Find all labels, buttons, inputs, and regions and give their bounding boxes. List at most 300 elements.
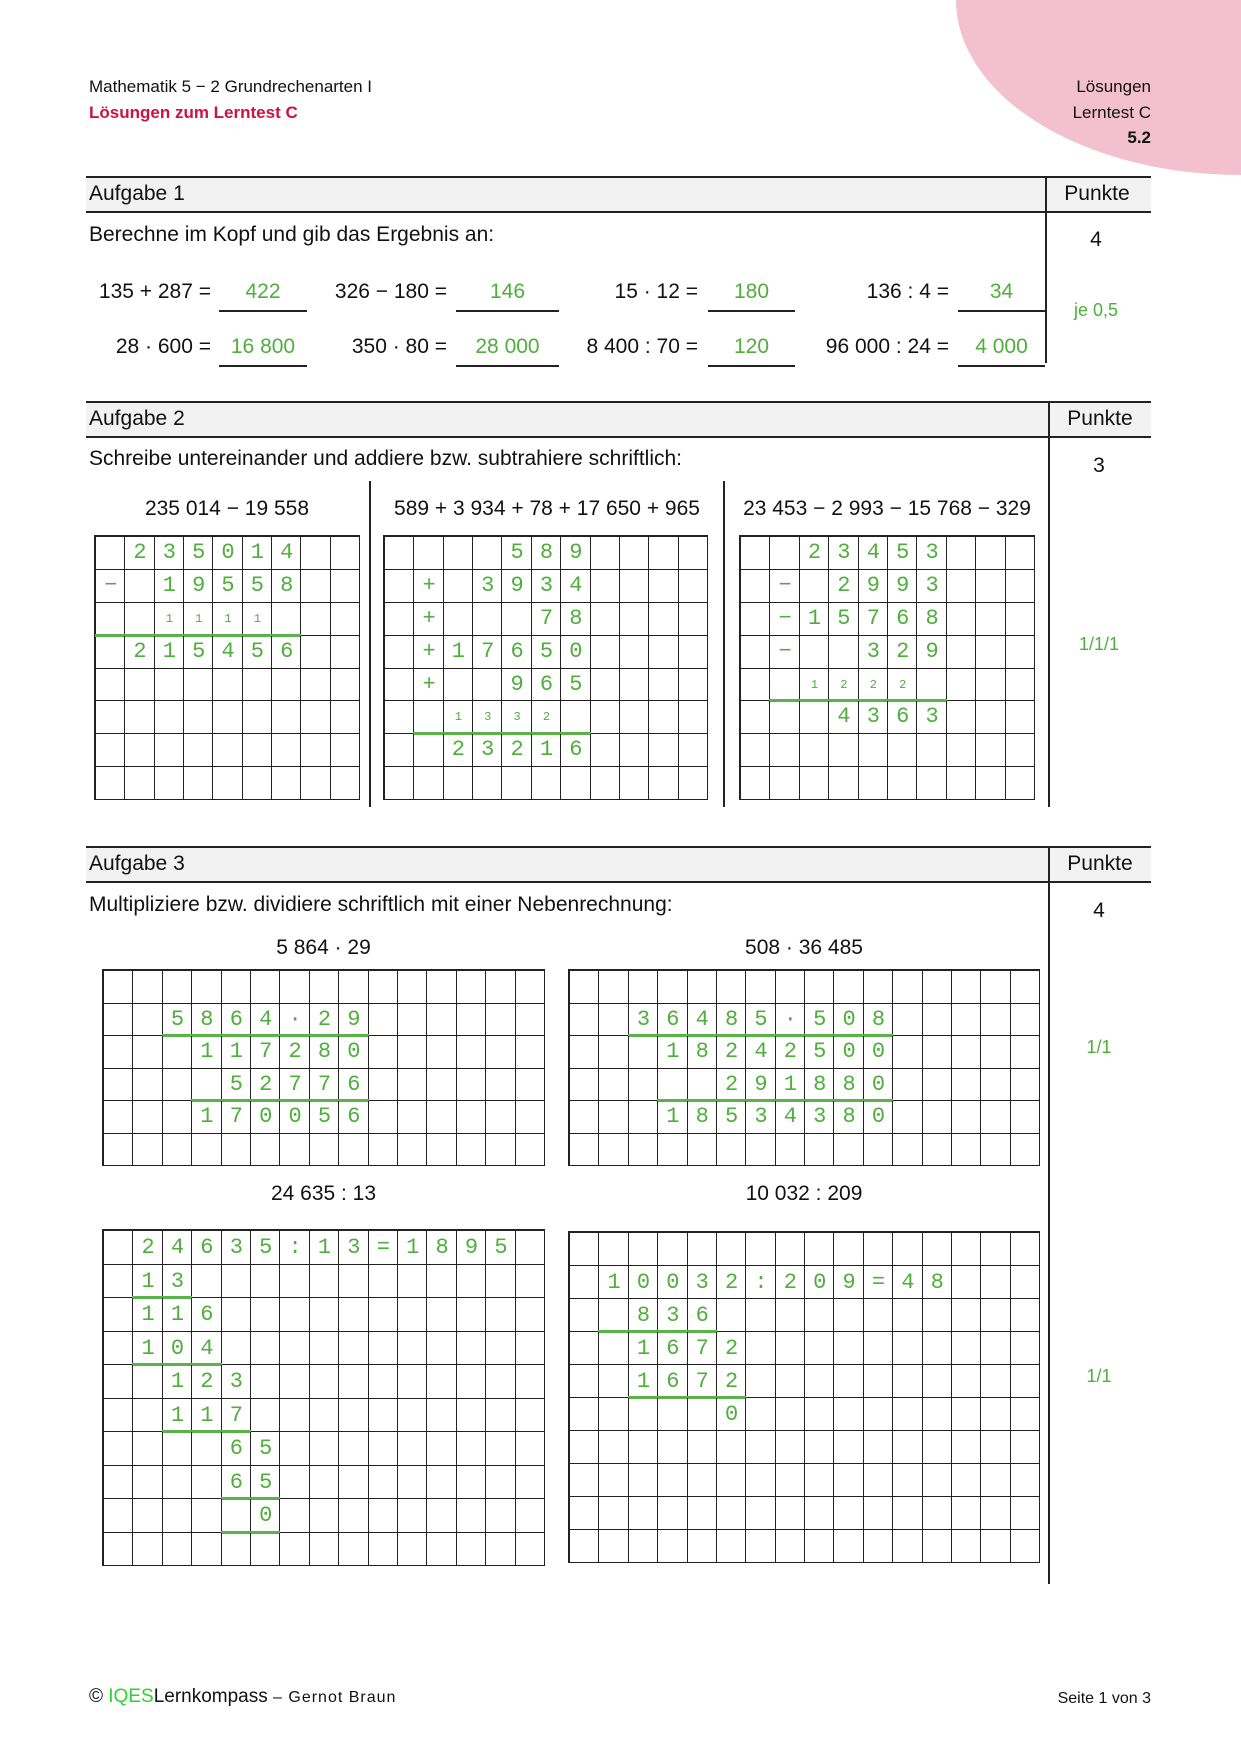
grid-cell [893,1332,922,1365]
grid-cell [629,1233,658,1266]
grid-cell [310,1332,339,1366]
equation-answer: 4 000 [958,335,1045,367]
task3-problem-label: 10 032 : 209 [745,1182,863,1205]
grid-cell [620,767,649,800]
equation-answer: 180 [708,280,795,312]
grid-cell [923,1398,952,1431]
calculation-row: 117280 [112,1039,377,1064]
grid-cell [770,767,799,800]
grid-cell [398,1533,427,1567]
grid-cell [516,1365,545,1399]
grid-cell [570,1233,599,1266]
grid-cell [1011,1233,1040,1266]
grid-cell [599,1134,628,1167]
grid-cell [339,1399,368,1433]
grid-cell [427,1432,456,1466]
grid-cell [457,1004,486,1037]
grid-cell [301,767,330,800]
grid-cell [776,1332,805,1365]
task3-problem-label: 24 635 : 13 [270,1182,377,1205]
grid-cell [473,767,502,800]
calculation-row: 0 [578,1402,755,1427]
grid-cell [952,1299,981,1332]
grid-cell [805,1497,834,1530]
grid-cell [805,971,834,1004]
carry-digits-row: 1111 [107,611,372,626]
grid-cell [1011,1497,1040,1530]
grid-cell [981,1101,1010,1134]
grid-cell [516,971,545,1004]
grid-cell [834,1464,863,1497]
calculation-row: 65 [112,1436,289,1461]
task2-column-divider [369,481,371,807]
grid-cell [427,1265,456,1299]
grid-cell [272,767,301,800]
grid-cell [805,1464,834,1497]
grid-cell [981,1004,1010,1037]
grid-cell [96,669,125,702]
grid-cell [805,1332,834,1365]
grid-cell [923,1464,952,1497]
grid-cell [1011,1036,1040,1069]
grid-cell [829,734,858,767]
carry-digits-row: 1222 [752,677,1047,692]
grid-cell [251,1134,280,1167]
grid-cell [864,1332,893,1365]
footer-brand [89,1686,396,1708]
grid-cell [486,971,515,1004]
carry-digits-row: 1332 [396,710,720,725]
grid-cell [457,1332,486,1366]
grid-cell [864,971,893,1004]
grid-cell [923,1134,952,1167]
grid-cell [570,1530,599,1563]
grid-cell [923,1530,952,1563]
grid-cell [427,1036,456,1069]
grid-cell [717,1530,746,1563]
grid-cell [457,1298,486,1332]
calculation-row: +17650 [393,638,717,664]
grid-cell [591,767,620,800]
grid-cell [339,1298,368,1332]
grid-cell [805,1431,834,1464]
grid-cell [486,1432,515,1466]
task3-points-header: Punkte [1067,852,1133,875]
calculation-row: + 3934 [393,572,717,598]
grid-cell [746,1497,775,1530]
grid-cell [184,734,213,767]
equation-expression: 350 · 80 = [351,335,447,358]
grid-cell [629,1431,658,1464]
grid-cell [516,1332,545,1366]
grid-cell [213,734,242,767]
grid-cell [952,1365,981,1398]
equation-expression: 96 000 : 24 = [825,335,949,358]
grid-cell [398,1432,427,1466]
grid-cell [658,1497,687,1530]
grid-cell [776,971,805,1004]
grid-cell [155,734,184,767]
grid-cell [516,1533,545,1567]
grid-cell [570,1497,599,1530]
grid-cell [280,1298,309,1332]
grid-cell [952,1398,981,1431]
grid-cell [516,1432,545,1466]
calculation-row: 65 [112,1469,289,1495]
grid-cell [893,971,922,1004]
grid-cell [923,1431,952,1464]
grid-cell [864,1134,893,1167]
grid-cell [981,1266,1010,1299]
grid-cell [163,1134,192,1167]
calculation-row: 13 [112,1268,201,1294]
task3-problem-label: 5 864 · 29 [276,936,371,959]
grid-cell [414,767,443,800]
equation-answer: 28 000 [456,335,559,367]
grid-cell [1006,734,1035,767]
grid-cell [369,1499,398,1533]
grid-cell [163,1533,192,1567]
grid-cell [398,971,427,1004]
grid-cell [222,1134,251,1167]
grid-cell [834,1365,863,1398]
grid-cell [398,1399,427,1433]
grid-cell [457,1265,486,1299]
grid-cell [272,701,301,734]
grid-cell [125,734,154,767]
grid-cell [516,1298,545,1332]
grid-cell [1006,767,1035,800]
grid-cell [717,971,746,1004]
calculation-grid [739,535,1047,800]
equation-expression: 8 400 : 70 = [586,335,698,358]
grid-cell [516,1101,545,1134]
grid-cell [155,767,184,800]
grid-cell [213,767,242,800]
grid-cell [310,1399,339,1433]
grid-cell [658,1464,687,1497]
calculation-row: + 965 [393,671,717,697]
grid-cell [859,767,888,800]
grid-cell [272,734,301,767]
grid-cell [301,701,330,734]
grid-cell [251,1533,280,1567]
grid-cell [976,767,1005,800]
grid-cell [923,1299,952,1332]
grid-cell [243,734,272,767]
grid-cell [893,1233,922,1266]
grid-cell [398,1499,427,1533]
grid-cell [947,734,976,767]
grid-cell [570,1431,599,1464]
calculation-row: 1672 [578,1336,755,1361]
grid-cell [923,1036,952,1069]
grid-cell [717,1431,746,1464]
grid-cell [339,1134,368,1167]
task1-header [86,176,1151,213]
grid-cell [688,1233,717,1266]
grid-cell [629,971,658,1004]
task2-points-header: Punkte [1067,407,1133,430]
grid-cell [717,1497,746,1530]
calculation-row: 116 [112,1302,230,1327]
task3-problem-label: 508 · 36 485 [745,936,863,959]
task3-instruction: Multipliziere bzw. dividiere schriftlich mit einer Nebenrechnung: [89,893,673,916]
grid-cell [679,767,708,800]
grid-cell [486,1036,515,1069]
equation-answer: 16 800 [219,335,307,367]
calculation-row: − 19558 [104,572,369,598]
subject-title: Mathematik 5 − 2 Grundrechenarten I [89,77,373,96]
equation-expression: 28 · 600 = [115,335,211,358]
task3-points-note-mult: 1/1 [1086,1037,1112,1057]
grid-cell [981,1365,1010,1398]
calculation-row: 5864·29 [112,1006,377,1032]
grid-cell [834,971,863,1004]
grid-cell [952,1069,981,1102]
grid-cell [369,1265,398,1299]
calculation-row: 104 [112,1335,230,1361]
grid-cell [570,971,599,1004]
grid-cell [532,767,561,800]
grid-cell [427,1298,456,1332]
grid-cell [339,1466,368,1500]
grid-cell [688,1464,717,1497]
grid-cell [398,1101,427,1134]
grid-cell [805,1134,834,1167]
task3-header [86,846,1151,883]
grid-cell [192,971,221,1004]
grid-cell [339,1265,368,1299]
grid-cell [981,1398,1010,1431]
grid-cell [1011,1398,1040,1431]
calculation-row: 23216 [393,737,717,763]
grid-cell [310,1466,339,1500]
grid-cell [864,1464,893,1497]
grid-cell [1011,1332,1040,1365]
grid-cell [952,1431,981,1464]
grid-cell [776,1299,805,1332]
grid-cell [310,1298,339,1332]
grid-cell [952,1464,981,1497]
grid-cell [952,1233,981,1266]
grid-cell [280,1365,309,1399]
brand-lernkompass: Lernkompass [153,1686,268,1707]
calculation-row: 52776 [112,1071,377,1097]
calculation-row: −15768 [749,605,1044,631]
grid-cell [776,1398,805,1431]
grid-cell [339,1533,368,1567]
grid-cell [688,1431,717,1464]
grid-cell [192,1533,221,1567]
grid-cell [486,1365,515,1399]
grid-cell [834,1332,863,1365]
grid-cell [486,1533,515,1567]
grid-cell [717,1464,746,1497]
calculation-row: 4363 [749,704,1044,730]
grid-cell [251,1332,280,1366]
grid-cell [486,1004,515,1037]
grid-cell [923,1069,952,1102]
grid-cell [952,1530,981,1563]
grid-cell [331,669,360,702]
grid-cell [629,1134,658,1167]
task2-title: Aufgabe 2 [89,407,185,430]
grid-cell [385,767,414,800]
grid-cell [893,1365,922,1398]
grid-cell [222,1265,251,1299]
grid-cell [776,1497,805,1530]
grid-cell [746,1464,775,1497]
grid-cell [369,1332,398,1366]
grid-cell [96,701,125,734]
grid-cell [1011,1266,1040,1299]
grid-cell [776,1233,805,1266]
grid-cell [398,1069,427,1102]
grid-cell [222,971,251,1004]
grid-cell [184,767,213,800]
calculation-row: + 78 [393,605,717,631]
grid-cell [776,1431,805,1464]
grid-cell [339,1365,368,1399]
grid-cell [981,1332,1010,1365]
task3-title: Aufgabe 3 [89,852,185,875]
grid-cell [516,1036,545,1069]
task3-points-note-div: 1/1 [1086,1366,1112,1386]
grid-cell [688,971,717,1004]
task2-problem-label: 235 014 − 19 558 [144,497,310,520]
grid-cell [427,1365,456,1399]
grid-cell [213,669,242,702]
grid-cell [331,701,360,734]
grid-cell [310,1499,339,1533]
grid-cell [561,767,590,800]
grid-cell [251,1265,280,1299]
grid-cell [243,767,272,800]
grid-cell [516,1265,545,1299]
grid-cell [339,1432,368,1466]
grid-cell [339,1332,368,1366]
grid-cell [688,1134,717,1167]
calculation-row: 836 [578,1303,725,1328]
grid-cell [800,767,829,800]
grid-cell [952,1101,981,1134]
document-subtitle: Lösungen zum Lerntest C [89,103,298,122]
grid-cell [599,1233,628,1266]
grid-cell [952,1332,981,1365]
grid-cell [398,1265,427,1299]
grid-cell [280,1332,309,1366]
grid-cell [310,1533,339,1567]
grid-cell [923,1101,952,1134]
grid-cell [427,1004,456,1037]
grid-cell [888,767,917,800]
grid-cell [222,1533,251,1567]
grid-cell [125,767,154,800]
grid-cell [339,971,368,1004]
grid-cell [805,1398,834,1431]
grid-cell [658,1233,687,1266]
grid-cell [184,701,213,734]
task2-points: 3 [1093,454,1105,477]
grid-cell [339,1499,368,1533]
calculation-row: 123 [112,1369,260,1394]
grid-cell [486,1069,515,1102]
equation-expression: 326 − 180 = [334,280,447,303]
grid-cell [981,1134,1010,1167]
grid-cell [834,1233,863,1266]
grid-cell [893,1530,922,1563]
grid-cell [981,1530,1010,1563]
grid-cell [457,1036,486,1069]
grid-cell [251,1298,280,1332]
grid-cell [398,1365,427,1399]
grid-cell [96,734,125,767]
grid-cell [243,701,272,734]
copyright-icon: © [89,1686,103,1707]
grid-cell [658,1431,687,1464]
grid-cell [369,1365,398,1399]
grid-cell [746,1530,775,1563]
calculation-row: 23453 [749,540,1044,565]
grid-cell [398,1036,427,1069]
grid-cell [776,1365,805,1398]
grid-cell [599,1497,628,1530]
grid-cell [800,734,829,767]
calculation-row: 18242500 [578,1039,902,1064]
grid-cell [516,1134,545,1167]
calculation-row: 589 [393,540,717,565]
grid-cell [864,1233,893,1266]
calculation-row: 117 [112,1402,260,1428]
grid-cell [834,1431,863,1464]
grid-cell [251,971,280,1004]
grid-cell [457,1533,486,1567]
calculation-row: 10032:209=48 [578,1270,960,1295]
calculation-row: 18534380 [578,1104,902,1129]
grid-cell [981,1069,1010,1102]
calculation-row: − 329 [749,638,1044,664]
grid-cell [502,767,531,800]
grid-cell [155,701,184,734]
header-right-1: Lösungen [1076,77,1151,96]
grid-cell [717,1233,746,1266]
grid-cell [923,1332,952,1365]
grid-cell [917,767,946,800]
grid-cell [688,1497,717,1530]
grid-cell [301,669,330,702]
grid-cell [805,1233,834,1266]
grid-cell [893,1464,922,1497]
grid-cell [805,1530,834,1563]
calculation-row: 215456 [104,638,369,664]
grid-cell [398,1004,427,1037]
grid-cell [369,1533,398,1567]
brand-iqes: IQES [108,1686,154,1707]
grid-cell [398,1298,427,1332]
calculation-row: − 2993 [749,572,1044,598]
grid-cell [952,1497,981,1530]
task3-divider [1048,882,1050,1584]
grid-cell [629,1530,658,1563]
grid-cell [981,971,1010,1004]
task2-column-divider [723,481,725,807]
grid-cell [952,1036,981,1069]
grid-cell [981,1233,1010,1266]
grid-cell [104,971,133,1004]
grid-cell [1011,1069,1040,1102]
grid-cell [280,1533,309,1567]
